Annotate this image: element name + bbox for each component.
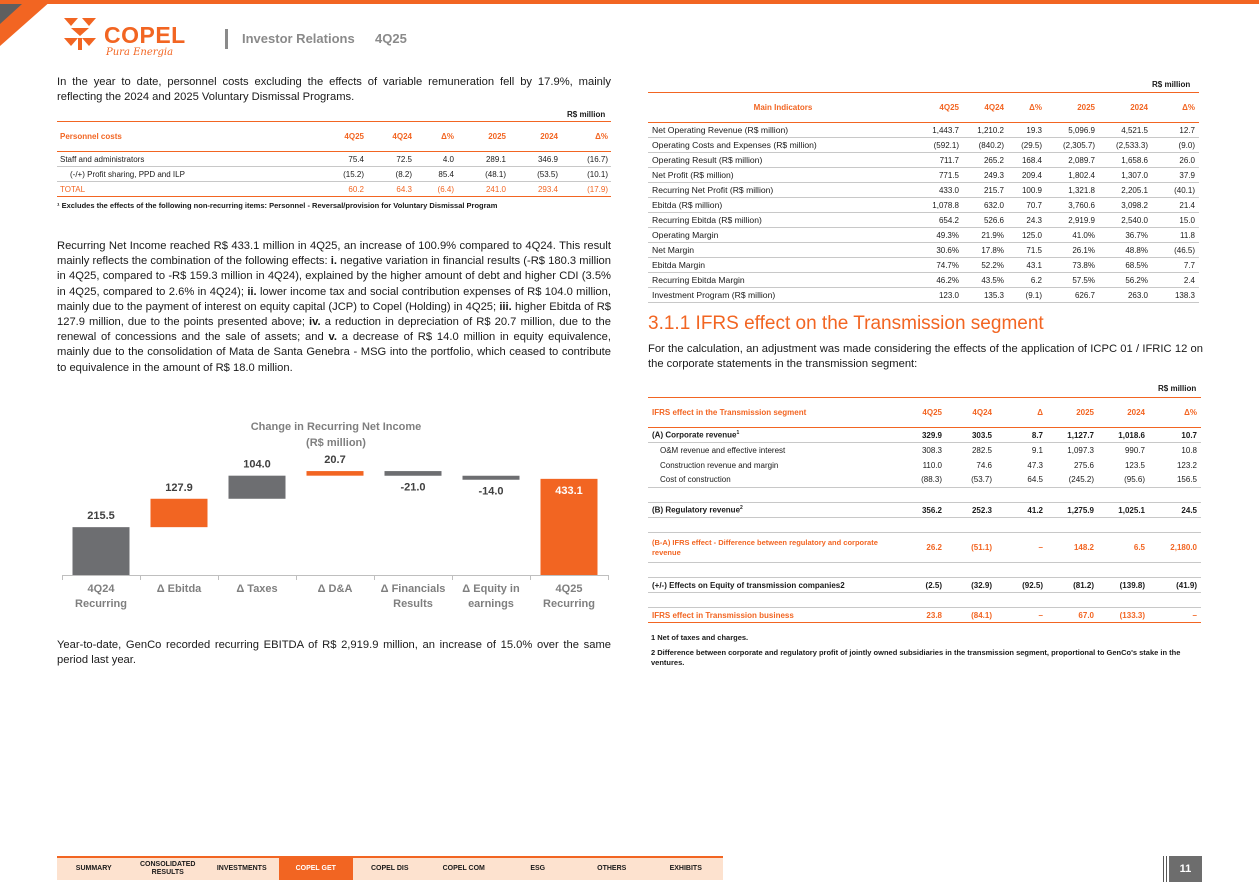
logo-tagline: Pura Energia: [106, 47, 174, 58]
cell: 48.8%: [1099, 243, 1152, 258]
regulatory-revenue-row: [648, 503, 1201, 518]
cell: (10.1): [561, 167, 611, 182]
category-label: Results: [393, 598, 433, 610]
column-header: Δ%: [561, 122, 611, 152]
bar: [151, 499, 208, 527]
waterfall-svg: [56, 418, 616, 618]
cell: 68.5%: [1099, 258, 1152, 273]
cell: 41.0%: [1046, 228, 1099, 243]
cell: (133.3): [1098, 608, 1149, 623]
cell: (29.5): [1008, 138, 1046, 153]
copel-logo: [62, 16, 192, 62]
column-header: 4Q25: [319, 122, 367, 152]
category-label: earnings: [468, 598, 514, 610]
text-run: lower income tax and social contribution expenses of R$ 104.0 million, mainly due to the payment of interest on equity capital (JCP) to Copel (Holding) in 4Q25;: [57, 285, 611, 313]
cell: (53.7): [946, 473, 996, 488]
cell: 1,275.9: [1047, 503, 1098, 518]
table-row: [648, 183, 1199, 198]
data-label: 433.1: [555, 484, 583, 497]
section-title: 3.1.1 IFRS effect on the Transmission segment: [648, 313, 1044, 334]
row-label: (-/+) Profit sharing, PPD and ILP: [57, 167, 319, 182]
cell: 329.9: [901, 428, 946, 443]
cell: (32.9): [946, 578, 996, 593]
row-label: Net Operating Revenue (R$ million): [648, 123, 918, 138]
cell: 57.5%: [1046, 273, 1099, 288]
cell: 56.2%: [1099, 273, 1152, 288]
cell: 73.8%: [1046, 258, 1099, 273]
cell: 64.5: [996, 473, 1047, 488]
cell: 85.4: [415, 167, 457, 182]
cell: 990.7: [1124, 445, 1145, 455]
enum-marker: ii.: [247, 285, 257, 298]
cell: 263.0: [1099, 288, 1152, 303]
ebitda-paragraph: Year-to-date, GenCo recorded recurring EBITDA of R$ 2,919.9 million, an increase of 15.0% over the same period last year.: [57, 639, 611, 667]
table-row: [648, 288, 1199, 303]
cell: 2,180.0: [1149, 533, 1201, 563]
recurring-income-chart: [56, 418, 616, 618]
cell: 100.9: [1008, 183, 1046, 198]
cell: 1,025.1: [1098, 503, 1149, 518]
chart-subtitle: (R$ million): [306, 437, 366, 449]
cell: (8.2): [367, 167, 415, 182]
category-label: Δ Equity in: [462, 583, 520, 595]
cell: 2,919.9: [1046, 213, 1099, 228]
nav-item[interactable]: ESG: [501, 858, 575, 880]
nav-item[interactable]: OTHERS: [575, 858, 649, 880]
bar: [385, 471, 442, 476]
cell: (40.1): [1152, 183, 1199, 198]
cell: 123.5: [1124, 460, 1145, 470]
cell: 289.1: [457, 152, 509, 167]
cell: (2.5): [901, 578, 946, 593]
table-row: [648, 168, 1199, 183]
label-text: (A) Corporate revenue: [652, 430, 737, 440]
cell: 1,658.6: [1099, 153, 1152, 168]
main-unit: R$ million: [1152, 80, 1191, 89]
row-label: Investment Program (R$ million): [648, 288, 918, 303]
data-label: -14.0: [478, 485, 504, 498]
nav-item[interactable]: EXHIBITS: [649, 858, 723, 880]
cell: 1,097.3: [1067, 445, 1094, 455]
cell: 2,540.0: [1099, 213, 1152, 228]
column-header: 2025: [1046, 93, 1099, 123]
enum-marker: iv.: [309, 316, 321, 329]
cell: 52.2%: [963, 258, 1008, 273]
cell: 43.1: [1008, 258, 1046, 273]
footnote-marker: 1: [736, 430, 740, 437]
cell: 2.4: [1152, 273, 1199, 288]
cell: 1,210.2: [963, 123, 1008, 138]
table-row: [648, 458, 1201, 473]
table-row: [648, 228, 1199, 243]
cell: (92.5): [996, 578, 1047, 593]
cell: (41.9): [1149, 578, 1201, 593]
cell: (48.1): [457, 167, 509, 182]
cell: 135.3: [963, 288, 1008, 303]
section-nav: [57, 856, 723, 880]
table-row: [57, 167, 611, 182]
data-label: 104.0: [243, 458, 271, 471]
column-header: 2024: [1099, 93, 1152, 123]
column-header: 2025: [1047, 398, 1098, 428]
ifrs-footnote-2: 2 Difference between corporate and regulatory profit of jointly owned subsidiaries in the transmission segment, proportional to GenCo's stake in the ventures.: [651, 648, 1181, 667]
cell: 74.6: [976, 460, 992, 470]
cell: 15.0: [1152, 213, 1199, 228]
cell: 12.7: [1152, 123, 1199, 138]
cell: 8.7: [996, 428, 1047, 443]
cell: 346.9: [509, 152, 561, 167]
ifrs-table: [648, 397, 1201, 623]
cell: 125.0: [1008, 228, 1046, 243]
row-label: Operating Margin: [648, 228, 918, 243]
cell: 26.2: [901, 533, 946, 563]
cell: (6.4): [415, 182, 457, 197]
cell: 23.8: [901, 608, 946, 623]
cell: 26.0: [1152, 153, 1199, 168]
cell: (9.0): [1152, 138, 1199, 153]
nav-item[interactable]: COPEL DIS: [353, 858, 427, 880]
cell: 1,127.7: [1047, 428, 1098, 443]
ifrs-unit: R$ million: [1158, 384, 1197, 393]
footnote-marker: 2: [740, 505, 743, 512]
cell: 72.5: [367, 152, 415, 167]
table-row: [648, 443, 1201, 458]
cell: 11.8: [1152, 228, 1199, 243]
table-row: [648, 138, 1199, 153]
row-label: Ebitda Margin: [648, 258, 918, 273]
cell: (840.2): [963, 138, 1008, 153]
cell: 148.2: [1047, 533, 1098, 563]
cell: 771.5: [918, 168, 963, 183]
cell: 6.2: [1008, 273, 1046, 288]
table-row: [648, 258, 1199, 273]
cell: 526.6: [963, 213, 1008, 228]
cell: 70.7: [1008, 198, 1046, 213]
cell: (139.8): [1098, 578, 1149, 593]
cell: 275.6: [1073, 460, 1094, 470]
cell: 433.0: [918, 183, 963, 198]
cell: 1,018.6: [1098, 428, 1149, 443]
row-label: Net Profit (R$ million): [648, 168, 918, 183]
row-label: Construction revenue and margin: [660, 460, 779, 470]
nav-item[interactable]: INVESTMENTS: [205, 858, 279, 880]
row-label: Cost of construction: [648, 473, 901, 488]
cell: –: [996, 608, 1047, 623]
spacer-row: [648, 518, 1201, 533]
cell: 123.2: [1176, 460, 1197, 470]
cell: (2,305.7): [1046, 138, 1099, 153]
cell: 356.2: [901, 503, 946, 518]
text-run: a decrease of R$ 14.0 million in equity equivalence, mainly due to the consolidation of Mata de Santa Genebra - MSG into the portfolio, which ceased to contribute to equivalence in the amount of R$ 18.0 million.: [57, 331, 611, 374]
category-label: Δ Financials: [380, 583, 446, 595]
cell: 26.1%: [1046, 243, 1099, 258]
cell: 9.1: [1031, 445, 1043, 455]
row-label: Recurring Net Profit (R$ million): [648, 183, 918, 198]
cell: (81.2): [1047, 578, 1098, 593]
label-text: (B) Regulatory revenue: [652, 505, 741, 515]
ifrs-footnote-1: 1 Net of taxes and charges.: [651, 633, 749, 642]
spacer-row: [648, 593, 1201, 608]
cell: 209.4: [1008, 168, 1046, 183]
top-accent-bar: [0, 0, 1259, 4]
chart-title: Change in Recurring Net Income: [250, 421, 422, 433]
row-label: (B-A) IFRS effect - Difference between regulatory and corporate revenue: [648, 533, 901, 563]
cell: 123.0: [918, 288, 963, 303]
cell: (15.2): [319, 167, 367, 182]
main-indicators-table: [648, 92, 1199, 303]
cell: 215.7: [963, 183, 1008, 198]
cell: 1,078.8: [918, 198, 963, 213]
cell: 24.5: [1149, 503, 1201, 518]
logo-wordmark: COPEL: [104, 22, 186, 48]
cell: (592.1): [918, 138, 963, 153]
cell: (51.1): [946, 533, 996, 563]
column-header: Δ%: [1152, 93, 1199, 123]
column-header: 2024: [509, 122, 561, 152]
cell: 46.2%: [918, 273, 963, 288]
cell: (88.3): [901, 473, 946, 488]
row-label: [648, 503, 901, 518]
cell: 308.3: [921, 445, 942, 455]
column-header: Δ%: [1008, 93, 1046, 123]
table-row: [648, 123, 1199, 138]
cell: 10.7: [1149, 428, 1201, 443]
cell: (84.1): [946, 608, 996, 623]
row-label: IFRS effect in Transmission business: [648, 608, 901, 623]
cell: 41.2: [996, 503, 1047, 518]
category-label: Recurring: [543, 598, 595, 610]
nav-item[interactable]: CONSOLIDATED RESULTS: [131, 858, 205, 880]
category-label: Recurring: [75, 598, 127, 610]
column-header: Personnel costs: [57, 122, 319, 152]
row-label: Operating Costs and Expenses (R$ million): [648, 138, 918, 153]
bar: [307, 471, 364, 476]
cell: 6.5: [1098, 533, 1149, 563]
table-row: [648, 198, 1199, 213]
cell: 265.2: [963, 153, 1008, 168]
cell: 49.3%: [918, 228, 963, 243]
cell: –: [1149, 608, 1201, 623]
column-header: 4Q25: [918, 93, 963, 123]
corporate-revenue-row: [648, 428, 1201, 443]
cell: 1,321.8: [1046, 183, 1099, 198]
row-label: O&M revenue and effective interest: [660, 445, 786, 455]
column-header: Δ%: [415, 122, 457, 152]
header-section: Investor Relations: [242, 31, 355, 46]
cell: 43.5%: [963, 273, 1008, 288]
cell: 19.3: [1008, 123, 1046, 138]
cell: 30.6%: [918, 243, 963, 258]
cell: 4.0: [415, 152, 457, 167]
cell: 71.5: [1008, 243, 1046, 258]
cell: 2,089.7: [1046, 153, 1099, 168]
recurring-income-paragraph: [57, 239, 611, 376]
cell: 3,098.2: [1099, 198, 1152, 213]
equity-effects-row: [648, 578, 1201, 593]
cell: 110.0: [922, 460, 942, 470]
cell: (46.5): [1152, 243, 1199, 258]
personnel-costs-table: [57, 121, 611, 197]
category-label: 4Q24: [87, 583, 115, 595]
table-row: [648, 273, 1199, 288]
cell: (16.7): [561, 152, 611, 167]
ifrs-total-row: [648, 608, 1201, 623]
cell: 632.0: [963, 198, 1008, 213]
copel-logo-mark-icon: [62, 16, 98, 52]
header-quarter: 4Q25: [375, 31, 407, 46]
row-label: TOTAL: [57, 182, 319, 197]
cell: 282.5: [971, 445, 992, 455]
page-number-marker: [1163, 856, 1167, 882]
nav-item[interactable]: SUMMARY: [57, 858, 131, 880]
cell: 654.2: [918, 213, 963, 228]
cell: 24.3: [1008, 213, 1046, 228]
cell: 75.4: [319, 152, 367, 167]
column-header: IFRS effect in the Transmission segment: [648, 398, 901, 428]
table-row: [648, 473, 1201, 488]
cell: –: [996, 533, 1047, 563]
data-label: 215.5: [87, 510, 115, 523]
cell: (53.5): [509, 167, 561, 182]
category-label: Δ Ebitda: [156, 583, 202, 595]
column-header: 2024: [1098, 398, 1149, 428]
column-header: 4Q24: [963, 93, 1008, 123]
cell: 36.7%: [1099, 228, 1152, 243]
ifrs-difference-row: [648, 533, 1201, 563]
spacer-row: [648, 488, 1201, 503]
cell: 5,096.9: [1046, 123, 1099, 138]
cell: 138.3: [1152, 288, 1199, 303]
data-label: -21.0: [400, 481, 426, 494]
bar: [229, 476, 286, 499]
column-header: Main Indicators: [648, 93, 918, 123]
page-number: 11: [1169, 856, 1202, 882]
enum-marker: v.: [328, 331, 337, 344]
cell: 293.4: [509, 182, 561, 197]
cell: 10.8: [1181, 445, 1197, 455]
data-label: 127.9: [165, 481, 193, 494]
row-label: Ebitda (R$ million): [648, 198, 918, 213]
cell: 241.0: [457, 182, 509, 197]
cell: (9.1): [1008, 288, 1046, 303]
header-separator: [225, 29, 228, 49]
category-label: Δ Taxes: [236, 583, 278, 595]
text-run: Recurring Net Income reached R$ 433.1 million in 4Q25, an increase of 100.9% compared to 4Q24. This result mainly reflects the combination of the following effects:: [57, 240, 611, 268]
table-row: [648, 243, 1199, 258]
cell: 37.9: [1152, 168, 1199, 183]
cell: 1,802.4: [1046, 168, 1099, 183]
data-label: 20.7: [324, 454, 346, 467]
nav-item[interactable]: COPEL COM: [427, 858, 501, 880]
corner-decoration: [0, 0, 52, 46]
text-run: negative variation in financial results (-R$ 180.3 million in 4Q25, compared to -R$ 159.3 million in 4Q24), explained by the higher amount of debt and higher CDI (3.5% in 4Q25, compared to 2.6% in 4Q24);: [57, 255, 612, 298]
cell: (95.6): [1098, 473, 1149, 488]
enum-marker: iii.: [499, 300, 512, 313]
table-row: [57, 152, 611, 167]
row-label: Recurring Ebitda Margin: [648, 273, 918, 288]
row-label: Net Margin: [648, 243, 918, 258]
cell: 249.3: [963, 168, 1008, 183]
row-label: (+/-) Effects on Equity of transmission companies2: [648, 578, 901, 593]
column-header: 4Q24: [946, 398, 996, 428]
category-label: Δ D&A: [317, 583, 353, 595]
cell: 17.8%: [963, 243, 1008, 258]
bar: [73, 527, 130, 575]
personnel-unit: R$ million: [567, 110, 606, 119]
column-header: Δ%: [1149, 398, 1201, 428]
cell: 21.4: [1152, 198, 1199, 213]
cell: 626.7: [1046, 288, 1099, 303]
cell: 252.3: [946, 503, 996, 518]
row-label: Operating Result (R$ million): [648, 153, 918, 168]
column-header: 4Q24: [367, 122, 415, 152]
cell: 64.3: [367, 182, 415, 197]
cell: 67.0: [1047, 608, 1098, 623]
total-row: [57, 182, 611, 197]
cell: (2,533.3): [1099, 138, 1152, 153]
cell: 47.3: [1027, 460, 1043, 470]
cell: 3,760.6: [1046, 198, 1099, 213]
column-header: 4Q25: [901, 398, 946, 428]
enum-marker: i.: [330, 255, 338, 268]
column-header: Δ: [996, 398, 1047, 428]
cell: 303.5: [946, 428, 996, 443]
cell: 1,443.7: [918, 123, 963, 138]
intro-paragraph: In the year to date, personnel costs excluding the effects of variable remuneration fell by 17.9%, mainly reflecting the 2024 and 2025 Voluntary Dismissal Programs.: [57, 76, 611, 104]
cell: 4,521.5: [1099, 123, 1152, 138]
cell: (245.2): [1047, 473, 1098, 488]
cell: 2,205.1: [1099, 183, 1152, 198]
row-label: Staff and administrators: [57, 152, 319, 167]
cell: 7.7: [1152, 258, 1199, 273]
table-row: [648, 153, 1199, 168]
cell: 156.5: [1149, 473, 1201, 488]
spacer-row: [648, 563, 1201, 578]
cell: 74.7%: [918, 258, 963, 273]
table-row: [648, 213, 1199, 228]
cell: (17.9): [561, 182, 611, 197]
nav-item[interactable]: COPEL GET: [279, 858, 353, 880]
cell: 711.7: [918, 153, 963, 168]
text-run: higher Ebitda of R$ 127.9 million, due to the points presented above;: [57, 300, 612, 329]
cell: 168.4: [1008, 153, 1046, 168]
text-run: a reduction in depreciation of R$ 20.7 million, due to the renewal of concessions and the sale of assets; and: [57, 316, 611, 344]
category-label: 4Q25: [555, 583, 583, 595]
row-label: Recurring Ebitda (R$ million): [648, 213, 918, 228]
section-paragraph: For the calculation, an adjustment was made considering the effects of the application of ICPC 01 / IFRIC 12 on the corporate statements in the transmission segment:: [648, 343, 1203, 371]
personnel-footnote: ¹ Excludes the effects of the following non-recurring items: Personnel - Reversal/provision for Voluntary Dismissal Program: [57, 201, 498, 210]
row-label: [648, 428, 901, 443]
bar: [463, 476, 520, 480]
column-header: 2025: [457, 122, 509, 152]
cell: 60.2: [319, 182, 367, 197]
cell: 21.9%: [963, 228, 1008, 243]
cell: 1,307.0: [1099, 168, 1152, 183]
